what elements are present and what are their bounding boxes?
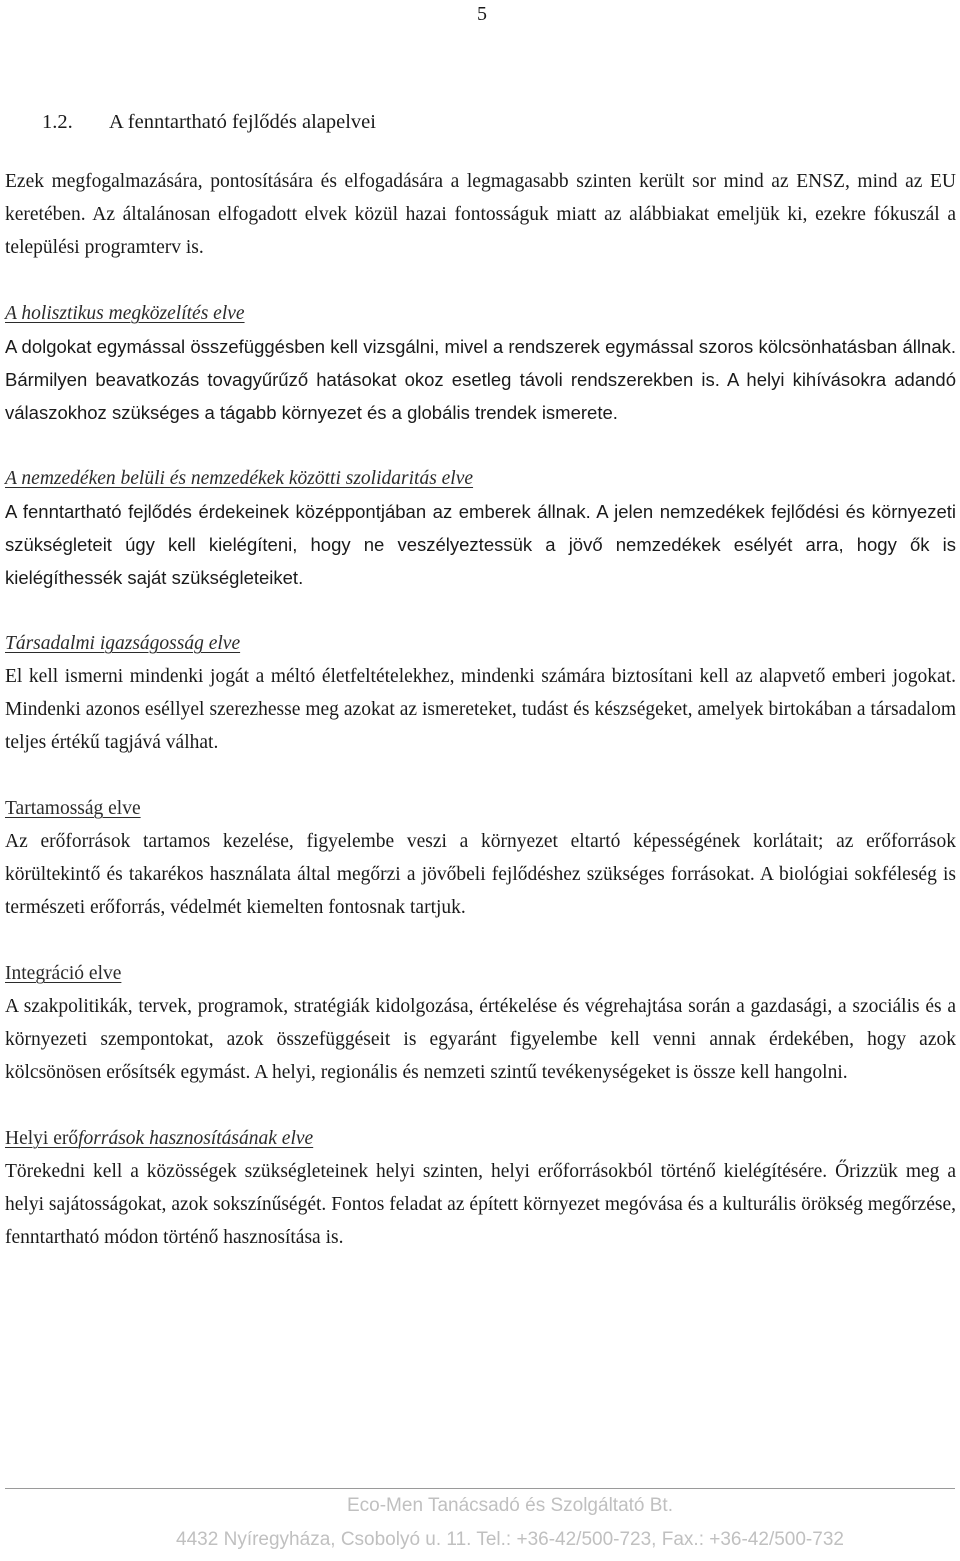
principle-body: A fenntartható fejlődés érdekeinek középpontjában az emberek állnak. A jelen nemzedékek fejlődési és környezeti szükségleteit úgy kell kielégíteni, hogy ne veszélyeztessük a jövő nemzedékek esélyét arra, hogy ők is kielégíthessék saját szükségleteiket. — [5, 501, 956, 588]
principle-local-resources — [5, 1122, 956, 1254]
intro-paragraph: Ezek megfogalmazására, pontosítására és elfogadására a legmagasabb szinten került sor mind az ENSZ, mind az EU keretében. Az általánosan elfogadott elvek közül hazai fontosságuk miatt az alábbiakat emeljük ki, ezekre fókuszál a települési programterv is. — [5, 171, 956, 258]
principle-title-rest: források hasznosításának elve — [78, 1128, 314, 1149]
principle-social-justice — [5, 627, 956, 759]
principle-title-prefix: Helyi erő — [5, 1128, 79, 1149]
principle-title: A nemzedéken belüli és nemzedékek közötti szolidaritás elve — [5, 468, 474, 489]
principle-sustainability — [5, 792, 956, 924]
principle-holistic — [5, 297, 956, 429]
principle-body: Törekedni kell a közösségek szükségleteinek helyi szinten, helyi erőforrásokból történő kielégítésére. Őrizzük meg a helyi sajátosságokat, azok sokszínűségét. Fontos feladat az épített környezet megóvása és a kulturális örökség megőrzése, fenntartható módon történő hasznosítása is. — [5, 1161, 956, 1248]
heading-title: A fenntartható fejlődés alapelvei — [109, 111, 376, 133]
principle-title: A holisztikus megközelítés elve — [5, 303, 245, 324]
principle-title: Tartamosság elve — [5, 798, 141, 819]
principle-title: Társadalmi igazságosság elve — [5, 633, 241, 654]
principle-title — [5, 1122, 956, 1155]
page-number: 5 — [477, 3, 487, 25]
principle-solidarity — [5, 462, 956, 594]
principle-body: A szakpolitikák, tervek, programok, stratégiák kidolgozása, értékelése és végrehajtása során a gazdasági, a szociális és a környezeti szempontokat, azok összefüggéseit is egyaránt figyelembe kell venni annak érdekében, hogy azok kölcsönösen erősítsék egymást. A helyi, regionális és nemzeti szintű tevékenységeket is össze kell hangolni. — [5, 996, 956, 1083]
footer-address: 4432 Nyíregyháza, Csobolyó u. 11. Tel.: +36-42/500-723, Fax.: +36-42/500-732 — [176, 1529, 844, 1550]
principle-body: Az erőforrások tartamos kezelése, figyelembe veszi a környezet eltartó képességének korlátait; az erőforrások körültekintő és takarékos használata által megőrzi a jövőbeli fejlődéshez szükséges forrásokat. A biológiai sokféleség is természeti erőforrás, védelmét kiemelten fontosnak tartjuk. — [5, 831, 956, 918]
principle-body: A dolgokat egymással összefüggésben kell vizsgálni, mivel a rendszerek egymással szoros kölcsönhatásban állnak. Bármilyen beavatkozás tovagyűrűző hatásokat okoz esetleg távoli rendszerekben is. A helyi kihívásokra adandó válaszokhoz szükséges a tágabb környezet és a globális trendek ismerete. — [5, 336, 956, 423]
section-heading — [5, 104, 956, 140]
document-body — [5, 104, 956, 1254]
principle-body: El kell ismerni mindenki jogát a méltó életfeltételekhez, mindenki számára biztosítani kell az alapvető emberi jogokat. Mindenki azonos eséllyel szerezhesse meg azokat az ismereteket, tudást és készségeket, amelyek birtokában a társadalom teljes értékű tagjává válhat. — [5, 666, 956, 753]
page-footer — [5, 1488, 955, 1557]
principle-integration — [5, 957, 956, 1089]
heading-number: 1.2. — [42, 111, 73, 133]
footer-company: Eco-Men Tanácsadó és Szolgáltató Bt. — [346, 1495, 673, 1516]
principle-title: Integráció elve — [5, 963, 122, 984]
